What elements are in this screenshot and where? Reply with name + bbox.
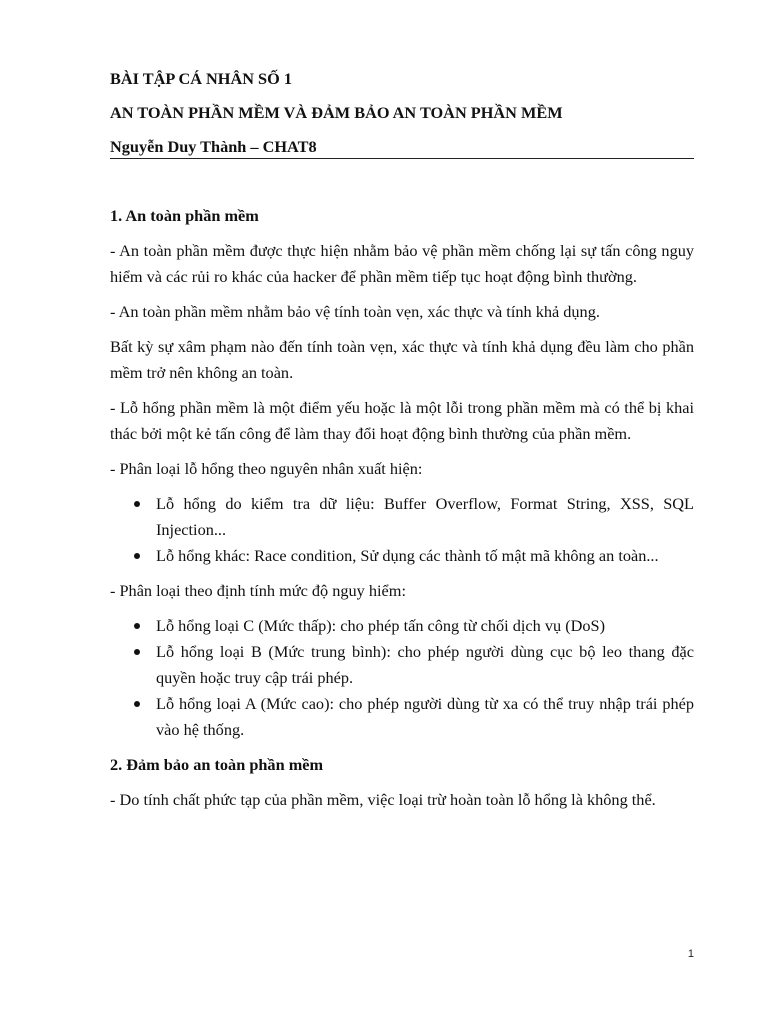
document-subtitle: AN TOÀN PHẦN MỀM VÀ ĐẢM BẢO AN TOÀN PHẦN MỀM <box>110 103 563 122</box>
bullet-icon <box>134 649 140 655</box>
section-heading-1: 1. An toàn phần mềm <box>110 206 259 225</box>
list-item: Lỗ hổng do kiểm tra dữ liệu: Buffer Overflow, Format String, XSS, SQL Injection... <box>156 491 694 543</box>
paragraph: - An toàn phần mềm được thực hiện nhằm bảo vệ phần mềm chống lại sự tấn công nguy hiểm và các rủi ro khác của hacker để phần mềm tiếp tục hoạt động bình thường. <box>110 241 694 286</box>
paragraph: - Phân loại theo định tính mức độ nguy hiểm: <box>110 581 406 600</box>
bullet-icon <box>134 501 140 507</box>
document-page <box>110 66 694 822</box>
page-number: 1 <box>687 948 694 960</box>
document-title: BÀI TẬP CÁ NHÂN SỐ 1 <box>110 69 292 88</box>
bullet-list-cause <box>110 491 694 569</box>
bullet-list-severity <box>110 613 694 743</box>
paragraph: - An toàn phần mềm nhằm bảo vệ tính toàn vẹn, xác thực và tính khả dụng. <box>110 302 600 321</box>
list-item: Lỗ hổng loại C (Mức thấp): cho phép tấn công từ chối dịch vụ (DoS) <box>156 613 694 639</box>
bullet-icon <box>134 701 140 707</box>
paragraph: - Do tính chất phức tạp của phần mềm, việc loại trừ hoàn toàn lỗ hổng là không thể. <box>110 790 656 809</box>
bullet-icon <box>134 553 140 559</box>
list-item: Lỗ hổng khác: Race condition, Sử dụng các thành tố mật mã không an toàn... <box>156 543 694 569</box>
bullet-icon <box>134 623 140 629</box>
paragraph: Bất kỳ sự xâm phạm nào đến tính toàn vẹn, xác thực và tính khả dụng đều làm cho phần mềm trở nên không an toàn. <box>110 337 694 382</box>
paragraph: - Phân loại lỗ hổng theo nguyên nhân xuất hiện: <box>110 459 423 478</box>
paragraph: - Lỗ hổng phần mềm là một điểm yếu hoặc là một lỗi trong phần mềm mà có thể bị khai thác bởi một kẻ tấn công để làm thay đổi hoạt động bình thường của phần mềm. <box>110 398 694 443</box>
list-item: Lỗ hổng loại B (Mức trung bình): cho phép người dùng cục bộ leo thang đặc quyền hoặc truy cập trái phép. <box>156 639 694 691</box>
author-line: Nguyễn Duy Thành – CHAT8 <box>110 134 694 159</box>
section-heading-2: 2. Đảm bảo an toàn phần mềm <box>110 755 324 774</box>
list-item: Lỗ hổng loại A (Mức cao): cho phép người dùng từ xa có thể truy nhập trái phép vào hệ thống. <box>156 691 694 743</box>
